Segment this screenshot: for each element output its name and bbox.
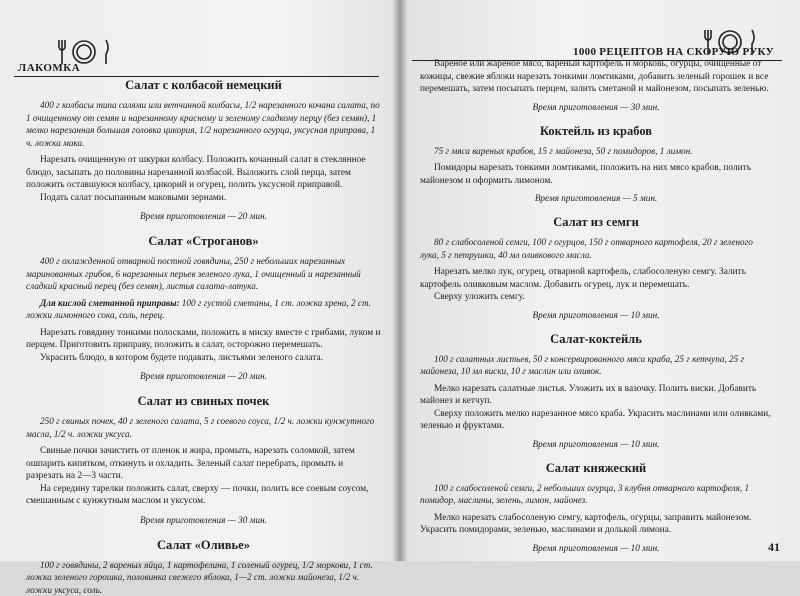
header-rule <box>14 76 379 77</box>
recipe-salad-stroganov <box>26 234 381 382</box>
recipe-continuation <box>420 58 772 113</box>
recipe-step: Сверху положить мелко нарезанное мясо краба. Украсить маслинами или оливками, зеленью и фруктами. <box>420 408 772 433</box>
recipe-salad-pork-kidneys <box>26 394 381 526</box>
recipe-ingredients: 80 г слабосоленой семги, 100 г огурцов, 150 г отварного картофеля, 20 г зеленого лука, 5 г петрушки, 40 мл оливкового масла. <box>420 236 772 261</box>
right-page-content <box>420 58 772 554</box>
recipe-salad-olivier <box>26 538 381 596</box>
recipe-time: Время приготовления — 10 мин. <box>420 438 772 450</box>
page-number: 41 <box>768 540 780 555</box>
recipe-ingredients: 100 г слабосоленой семги, 2 небольших огурца, 3 клубня отварного картофеля, 1 помидор, маслины, зелень, лимон, майонез. <box>420 482 772 507</box>
recipe-salmon-salad <box>420 215 772 321</box>
recipe-title: Салат-коктейль <box>420 332 772 347</box>
recipe-time: Время приготовления — 10 мин. <box>420 542 772 554</box>
recipe-princely-salad <box>420 461 772 554</box>
recipe-time: Время приготовления — 20 мин. <box>26 370 381 382</box>
sauce-ingredients: 100 г густой сметаны, 1 ст. ложка хрена, 2 ст. ложки лимонного сока, соль, перец. <box>26 298 371 321</box>
recipe-crab-cocktail <box>420 124 772 205</box>
recipe-title: Салат «Оливье» <box>26 538 381 553</box>
recipe-salad-german-sausage <box>26 78 381 222</box>
sauce-label: Для кислой сметанной приправы: <box>40 298 180 308</box>
recipe-time: Время приготовления — 10 мин. <box>420 309 772 321</box>
recipe-step: Подать салат посыпанным маковыми зернами. <box>26 192 381 205</box>
recipe-step: Нарезать говядину тонкими полосками, положить в миску вместе с грибами, луком и перцем. Приготовить приправу, положить в салат, осторожно перемешать. <box>26 327 381 352</box>
recipe-title: Салат с колбасой немецкий <box>26 78 381 93</box>
recipe-ingredients: 75 г мяса вареных крабов, 15 г майонеза, 50 г помидоров, 1 лимон. <box>420 145 772 158</box>
recipe-title: Салат княжеский <box>420 461 772 476</box>
recipe-step: Помидоры нарезать тонкими ломтиками, положить на них мясо крабов, полить майонезом и оформить лимоном. <box>420 162 772 187</box>
recipe-step: Нарезать мелко лук, огурец, отварной картофель, слабосоленую семгу. Залить картофель оливковым маслом. Добавить огурец, лук и перемешать. <box>420 266 772 291</box>
recipe-time: Время приготовления — 20 мин. <box>26 210 381 222</box>
recipe-step: Сверху уложить семгу. <box>420 291 772 304</box>
left-page-header <box>14 34 379 74</box>
recipe-ingredients: 400 г охлажденной отварной постной говядины, 250 г небольших нарезанных маринованных грибов, 6 нарезанных перьев зеленого лука, 1 очищенный и нарезанный сладкий красный перец (без семян), листья салата-латука. <box>26 255 381 293</box>
recipe-ingredients: 100 г салатных листьев, 50 г консервированного мяса краба, 25 г кетчупа, 25 г майонеза, 10 мл виски, 10 г маслин или оливок. <box>420 353 772 378</box>
running-head: 1000 РЕЦЕПТОВ НА СКОРУЮ РУКУ <box>573 46 774 58</box>
recipe-title: Коктейль из крабов <box>420 124 772 139</box>
recipe-time: Время приготовления — 5 мин. <box>420 192 772 204</box>
recipe-step: Вареное или жареное мясо, вареный картофель и морковь, огурцы, очищенные от кожицы, свежие яблоки нарезать тонкими ломтиками, добавить зеленый горошек и все перемешать, затем посыпать перцем, залить сметаной и майонезом, посыпать зеленью. <box>420 58 772 96</box>
recipe-time: Время приготовления — 30 мин. <box>26 514 381 526</box>
recipe-step: Украсить блюдо, в котором будете подавать, листьями зеленого салата. <box>26 352 381 365</box>
recipe-step: Мелко нарезать слабосоленую семгу, картофель, огурцы, заправить майонезом. Украсить помидорами, зеленью, маслинами и долькой лимона. <box>420 512 772 537</box>
recipe-salad-cocktail <box>420 332 772 450</box>
recipe-step: Мелко нарезать салатные листья. Уложить их в вазочку. Полить виски. Добавить майонез и кетчуп. <box>420 383 772 408</box>
recipe-ingredients: 100 г говядины, 2 вареных яйца, 1 картофелина, 1 соленый огурец, 1/2 моркови, 1 ст. ложка зеленого горошка, половинка свежего яблока, 1—2 ст. ложки майонеза, 1/2 ч. ложки уксуса, соль. <box>26 559 381 596</box>
left-page <box>0 0 400 561</box>
recipe-sauce <box>26 297 381 322</box>
recipe-title: Салат из свиных почек <box>26 394 381 409</box>
recipe-ingredients: 250 г свиных почек, 40 г зеленого салата, 5 г соевого соуса, 1/2 ч. ложки кунжутного масла, 1/2 ч. ложки уксуса. <box>26 415 381 440</box>
recipe-step: На середину тарелки положить салат, сверху — почки, полить все соевым соусом, смешанным с кунжутным маслом и уксусом. <box>26 483 381 508</box>
left-page-content <box>26 78 381 596</box>
recipe-time: Время приготовления — 30 мин. <box>420 101 772 113</box>
right-page <box>400 0 800 561</box>
recipe-title: Салат из семги <box>420 215 772 230</box>
recipe-title: Салат «Строганов» <box>26 234 381 249</box>
recipe-step: Нарезать очищенную от шкурки колбасу. Положить кочанный салат в стеклянное блюдо, засыпать до половины нарезанной колбасой. Выложить слой перца, затем положить оставшуюся колбасу, цикорий и огурец, полить уксусной приправой. <box>26 154 381 192</box>
running-head: ЛАКОМКА <box>18 62 80 74</box>
recipe-ingredients: 400 г колбасы типа салями или ветчинной колбасы, 1/2 нарезанного кочана салата, по 1 очищенному от семян и нарезанному красному и зеленому сладкому перцу (без семян), 1 мелко нарезанная большая головка цикория, 1/2 нарезанного огурца, уксусная приправа, 1 ч. ложка мака. <box>26 99 381 149</box>
recipe-step: Свиные почки зачистить от пленок и жира, промыть, нарезать соломкой, затем ошпарить кипятком, откинуть и охладить. Зеленый салат перебрать, промыть и разрезать на 2—3 части. <box>26 445 381 483</box>
